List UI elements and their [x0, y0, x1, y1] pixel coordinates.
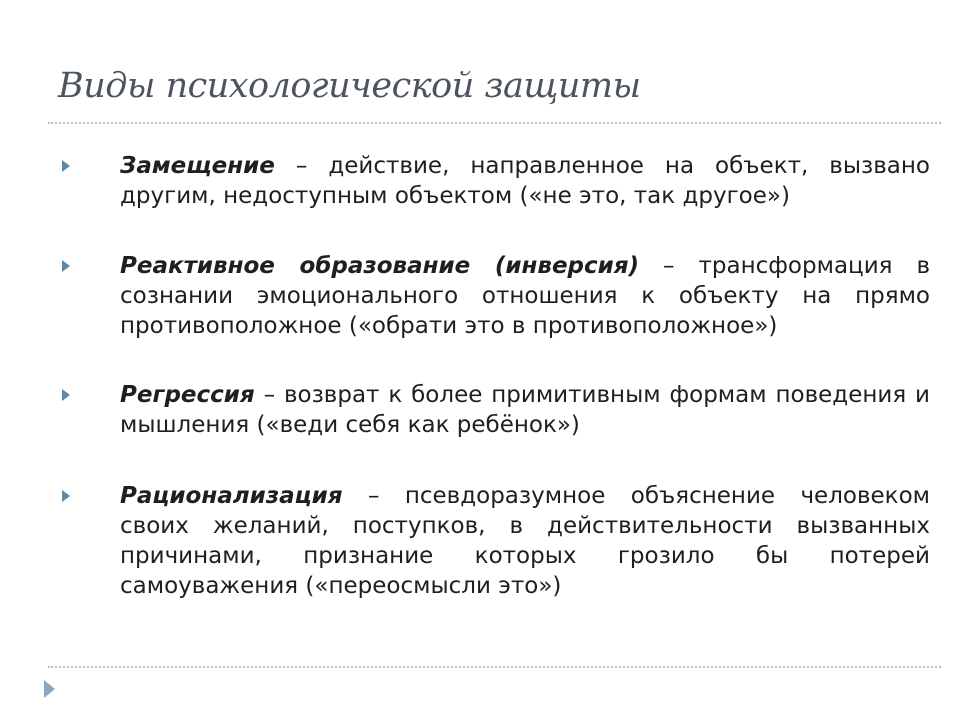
triangle-bullet-icon — [62, 260, 70, 272]
bullet-text: – псевдоразумное объяснение человеком своих желаний, поступков, в действительности вызванных причинами, признание которых грозило бы потерей самоуважения («переосмысли это») — [120, 483, 930, 599]
bullet-term: Рационализация — [120, 483, 343, 509]
footer-divider — [48, 666, 941, 668]
bullet-item-substitution — [62, 151, 930, 211]
triangle-bullet-icon — [62, 389, 70, 401]
bullet-list — [62, 151, 930, 641]
title-divider — [48, 122, 941, 124]
bullet-term: Замещение — [120, 153, 275, 179]
bullet-term: Реактивное образование (инверсия) — [120, 253, 640, 279]
slide-title: Виды психологической защиты — [58, 66, 641, 106]
bullet-term: Регрессия — [120, 382, 255, 408]
bullet-item-reaction-formation — [62, 251, 930, 341]
triangle-bullet-icon — [62, 490, 70, 502]
bullet-item-rationalization — [62, 481, 930, 601]
bullet-text: – возврат к более примитивным формам поведения и мышления («веди себя как ребёнок») — [120, 382, 930, 438]
bullet-item-regression — [62, 380, 930, 440]
triangle-bullet-icon — [62, 160, 70, 172]
bullet-text: – трансформация в сознании эмоционального отношения к объекту на прямо противоположное («обрати это в противоположное») — [120, 253, 930, 339]
bullet-text: – действие, направленное на объект, вызвано другим, недоступным объектом («не это, так другое») — [120, 153, 930, 209]
next-slide-arrow-icon[interactable] — [44, 680, 55, 698]
